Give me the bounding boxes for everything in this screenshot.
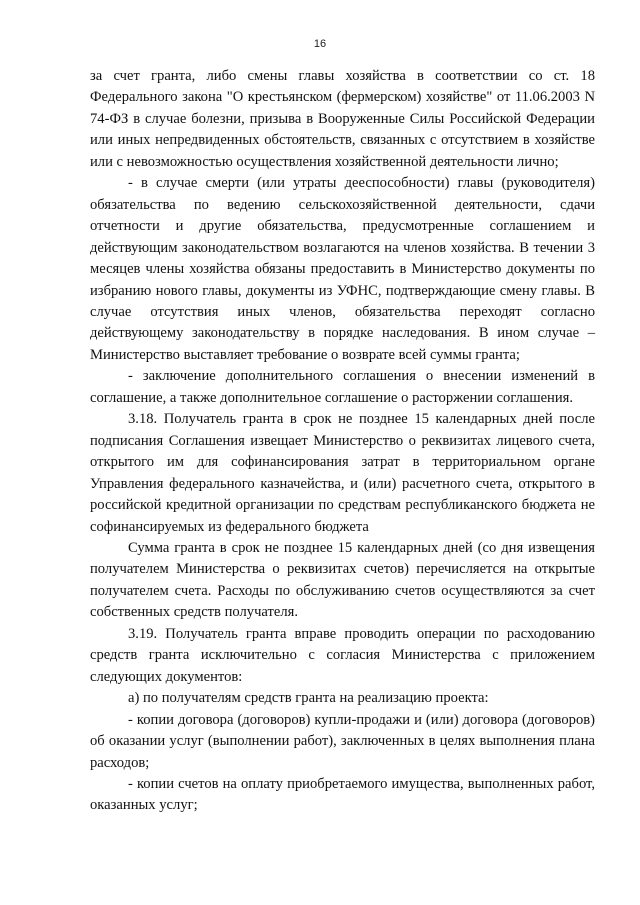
paragraph-contract-copies: - копии договора (договоров) купли-продажи и (или) договора (договоров) об оказании услуг (выполнении работ), заключенных в целях выполнения плана расходов; bbox=[90, 711, 595, 771]
page-number: 16 bbox=[313, 38, 327, 50]
paragraph-invoice-copies: - копии счетов на оплату приобретаемого имущества, выполненных работ, оказанных услуг; bbox=[90, 775, 595, 814]
document-body bbox=[90, 66, 595, 817]
paragraph-continuation: за счет гранта, либо смены главы хозяйства в соответствии со ст. 18 Федерального закона "О крестьянском (фермерском) хозяйстве" от 11.06.2003 N 74-ФЗ в случае болезни, призыва в Вооруженные Силы Российской Федерации или иных непредвиденных обстоятельств, связанных с отсутствием в хозяйстве или с невозможностью осуществления хозяйственной деятельности лично; bbox=[90, 68, 595, 170]
paragraph-item-a: а) по получателям средств гранта на реализацию проекта: bbox=[128, 690, 489, 707]
paragraph-3-19: 3.19. Получатель гранта вправе проводить операции по расходованию средств гранта исключительно с согласия Министерства с приложением следующих документов: bbox=[90, 625, 595, 685]
paragraph-death-of-head: - в случае смерти (или утраты дееспособности) главы (руководителя) обязательства по ведению сельскохозяйственной деятельности, сдачи отчетности и другие обязательства, предусмотренные соглашением и действующим законодательством возлагаются на членов хозяйства. В течении 3 месяцев члены хозяйства обязаны предоставить в Министерство документы по избранию нового главы, документы из УФНС, подтверждающие смену главы. В случае отсутствия иных членов, обязательства переходят согласно действующему законодательству в порядке наследования. В ином случае – Министерство выставляет требование о возврате всей суммы гранта; bbox=[90, 175, 595, 363]
paragraph-additional-agreement: - заключение дополнительного соглашения о внесении изменений в соглашение, а также дополнительное соглашение о расторжении соглашения. bbox=[90, 368, 595, 406]
paragraph-grant-transfer: Сумма гранта в срок не позднее 15 календарных дней (со дня извещения получателем Министерства о реквизитах счетов) перечисляется на открытые получателем счета. Расходы по обслуживанию счетов осуществляются за счет собственных средств получателя. bbox=[90, 539, 595, 621]
paragraph-3-18: 3.18. Получатель гранта в срок не позднее 15 календарных дней после подписания Соглашения извещает Министерство о реквизитах лицевого счета, открытого им для софинансирования затрат в территориальном органе Управления федерального казначейства, и (или) расчетного счета, открытого в российской кредитной организации по средствам республиканского бюджета не софинансируемых из федерального бюджета bbox=[90, 411, 595, 535]
